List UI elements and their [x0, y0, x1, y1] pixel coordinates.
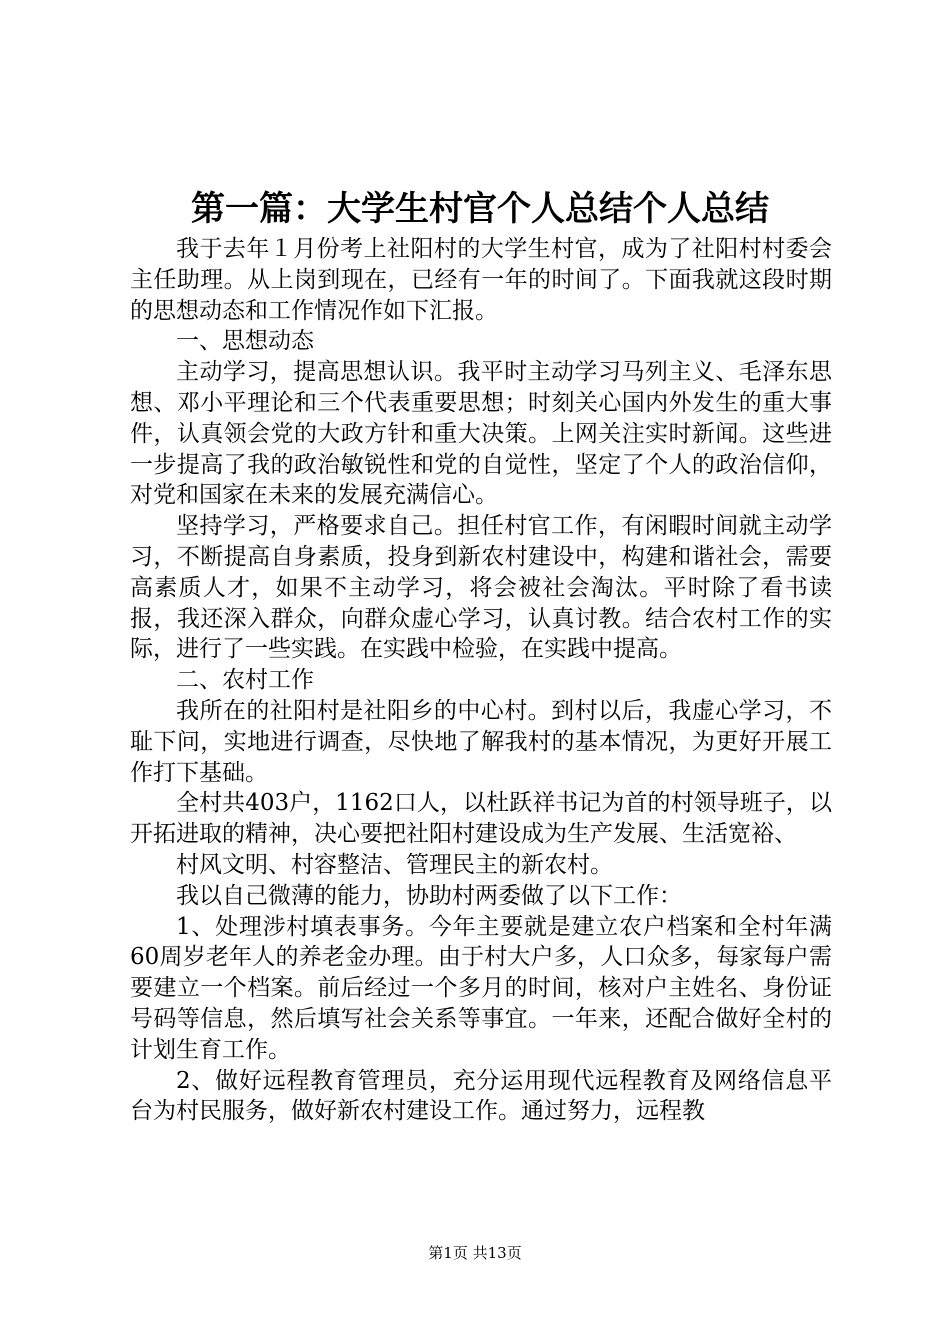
paragraph-village: 我所在的社阳村是社阳乡的中心村。到村以后，我虚心学习，不耻下问，实地进行调查，尽快地了解我村的基本情况，为更好开展工作打下基础。: [130, 697, 832, 786]
paragraph-new-village: 村风文明、村容整洁、管理民主的新农村。: [176, 851, 613, 878]
section-heading-thought: 一、思想动态: [176, 328, 314, 355]
paragraph-intro: 我于去年１月份考上社阳村的大学生村官，成为了社阳村村委会主任助理。从上岗到现在，已经有一年的时间了。下面我就这段时期的思想动态和工作情况作如下汇报。: [130, 236, 832, 324]
section-heading-rural: 二、农村工作: [176, 667, 314, 694]
paragraph-item-2: 2、做好远程教育管理员，充分运用现代远程教育及网络信息平台为村民服务，做好新农村建设工作。通过努力，远程教: [130, 1067, 832, 1125]
paragraph-item-1: 1、处理涉村填表事务。今年主要就是建立农户档案和全村年满60周岁老年人的养老金办理。由于村大户多，人口众多，每家每户需要建立一个档案。前后经过一个多月的时间，核对户主姓名、身份证号码等信息，然后填写社会关系等事宜。一年来，还配合做好全村的计划生育工作。: [130, 913, 832, 1063]
document-title: 第一篇：大学生村官个人总结个人总结: [191, 189, 769, 229]
page-number-footer: 第1页 共13页: [428, 1244, 522, 1262]
paragraph-persist: 坚持学习，严格要求自己。担任村官工作，有闲暇时间就主动学习，不断提高自身素质，投身到新农村建设中，构建和谐社会，需要高素质人才，如果不主动学习，将会被社会淘汰。平时除了看书读报，我还深入群众，向群众虚心学习，认真讨教。结合农村工作的实际，进行了一些实践。在实践中检验，在实践中提高。: [130, 513, 832, 663]
paragraph-study: 主动学习，提高思想认识。我平时主动学习马列主义、毛泽东思想、邓小平理论和三个代表重要思想；时刻关心国内外发生的重大事件，认真领会党的大政方针和重大决策。上网关注实时新闻。这些进一步提高了我的政治敏锐性和党的自觉性，坚定了个人的政治信仰，对党和国家在未来的发展充满信心。: [130, 359, 832, 509]
paragraph-population: 全村共403户，1162口人，以杜跃祥书记为首的村领导班子，以开拓进取的精神，决心要把社阳村建设成为生产发展、生活宽裕、: [130, 790, 832, 848]
document-body: [130, 234, 832, 1127]
paragraph-assist: 我以自己微薄的能力，协助村两委做了以下工作：: [176, 882, 682, 909]
